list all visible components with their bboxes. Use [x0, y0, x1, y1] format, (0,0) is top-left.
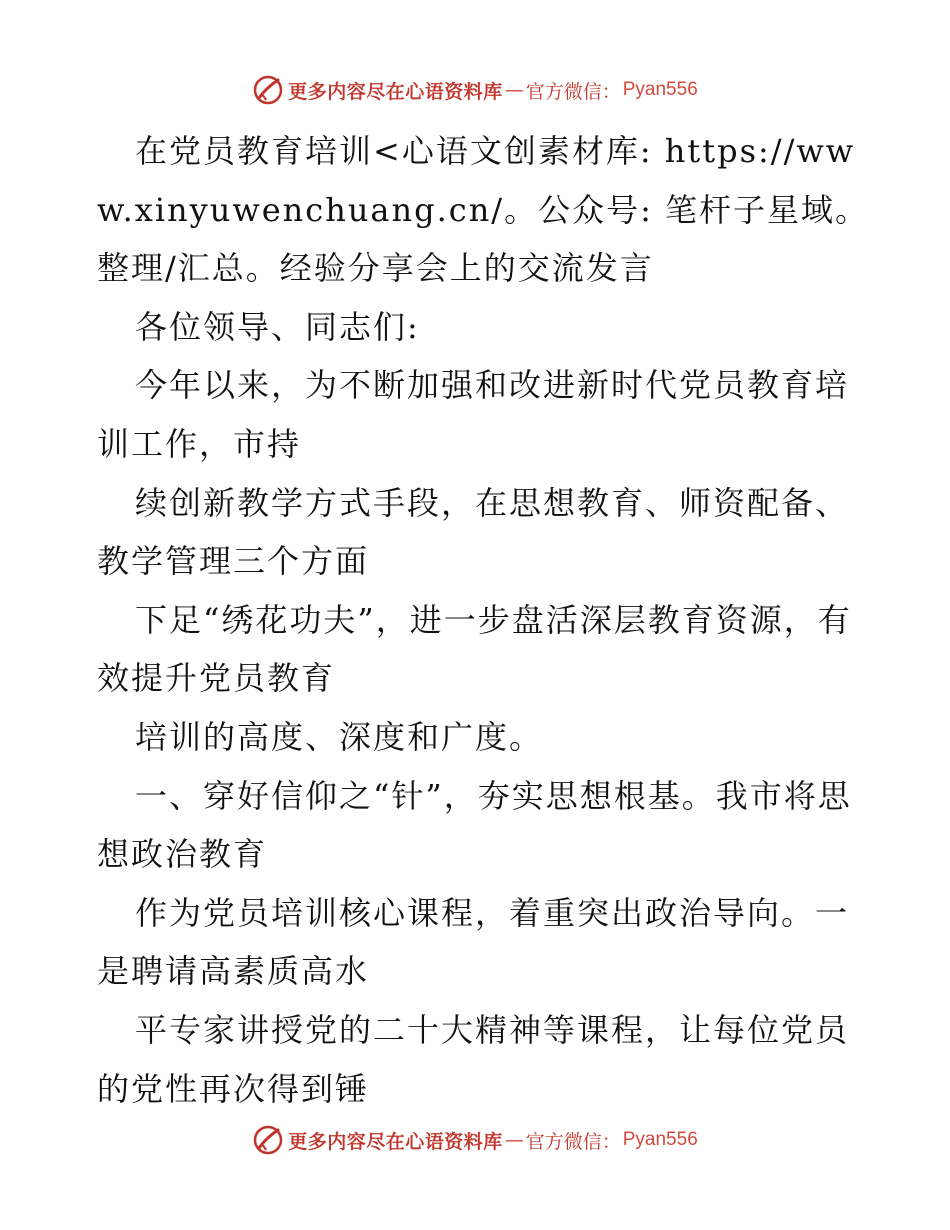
- footer-dash: —: [504, 1129, 524, 1151]
- paragraph: 下足“绣花功夫”，进一步盘活深层教育资源，有效提升党员教育: [97, 600, 852, 698]
- paragraph: 平专家讲授党的二十大精神等课程，让每位党员的党性再次得到锤: [97, 1010, 850, 1108]
- document-body: [97, 122, 877, 1118]
- header-dash: —: [504, 79, 524, 101]
- footer-site-text: 更多内容尽在心语资料库: [288, 1130, 503, 1153]
- footer-wechat-label: 官方微信：: [525, 1130, 621, 1153]
- paragraph: 今年以来，为不断加强和改进新时代党员教育培训工作，市持: [97, 366, 850, 463]
- header-banner: [0, 70, 950, 110]
- brush-logo-icon: [252, 1124, 284, 1156]
- brush-logo-icon: [252, 74, 284, 106]
- footer-wechat-id: Pyan556: [622, 1129, 698, 1150]
- paragraph: 培训的高度、深度和广度。: [135, 717, 544, 756]
- footer-banner: [0, 1120, 950, 1160]
- paragraph: 一、穿好信仰之“针”，夯实思想根基。我市将思想政治教育: [97, 776, 852, 874]
- paragraph: 作为党员培训核心课程，着重突出政治导向。一是聘请高素质高水: [97, 893, 850, 991]
- header-wechat-label: 官方微信：: [525, 80, 621, 103]
- header-wechat-id: Pyan556: [622, 79, 698, 100]
- paragraph-title: 在党员教育培训<心语文创素材库: https://www.xinyuwenchuang.cn/。公众号: 笔杆子星域。整理/汇总。经验分享会上的交流发言: [97, 132, 870, 288]
- header-site-text: 更多内容尽在心语资料库: [288, 80, 503, 103]
- paragraph-greeting: 各位领导、同志们:: [135, 307, 420, 346]
- paragraph: 续创新教学方式手段，在思想教育、师资配备、教学管理三个方面: [97, 483, 850, 581]
